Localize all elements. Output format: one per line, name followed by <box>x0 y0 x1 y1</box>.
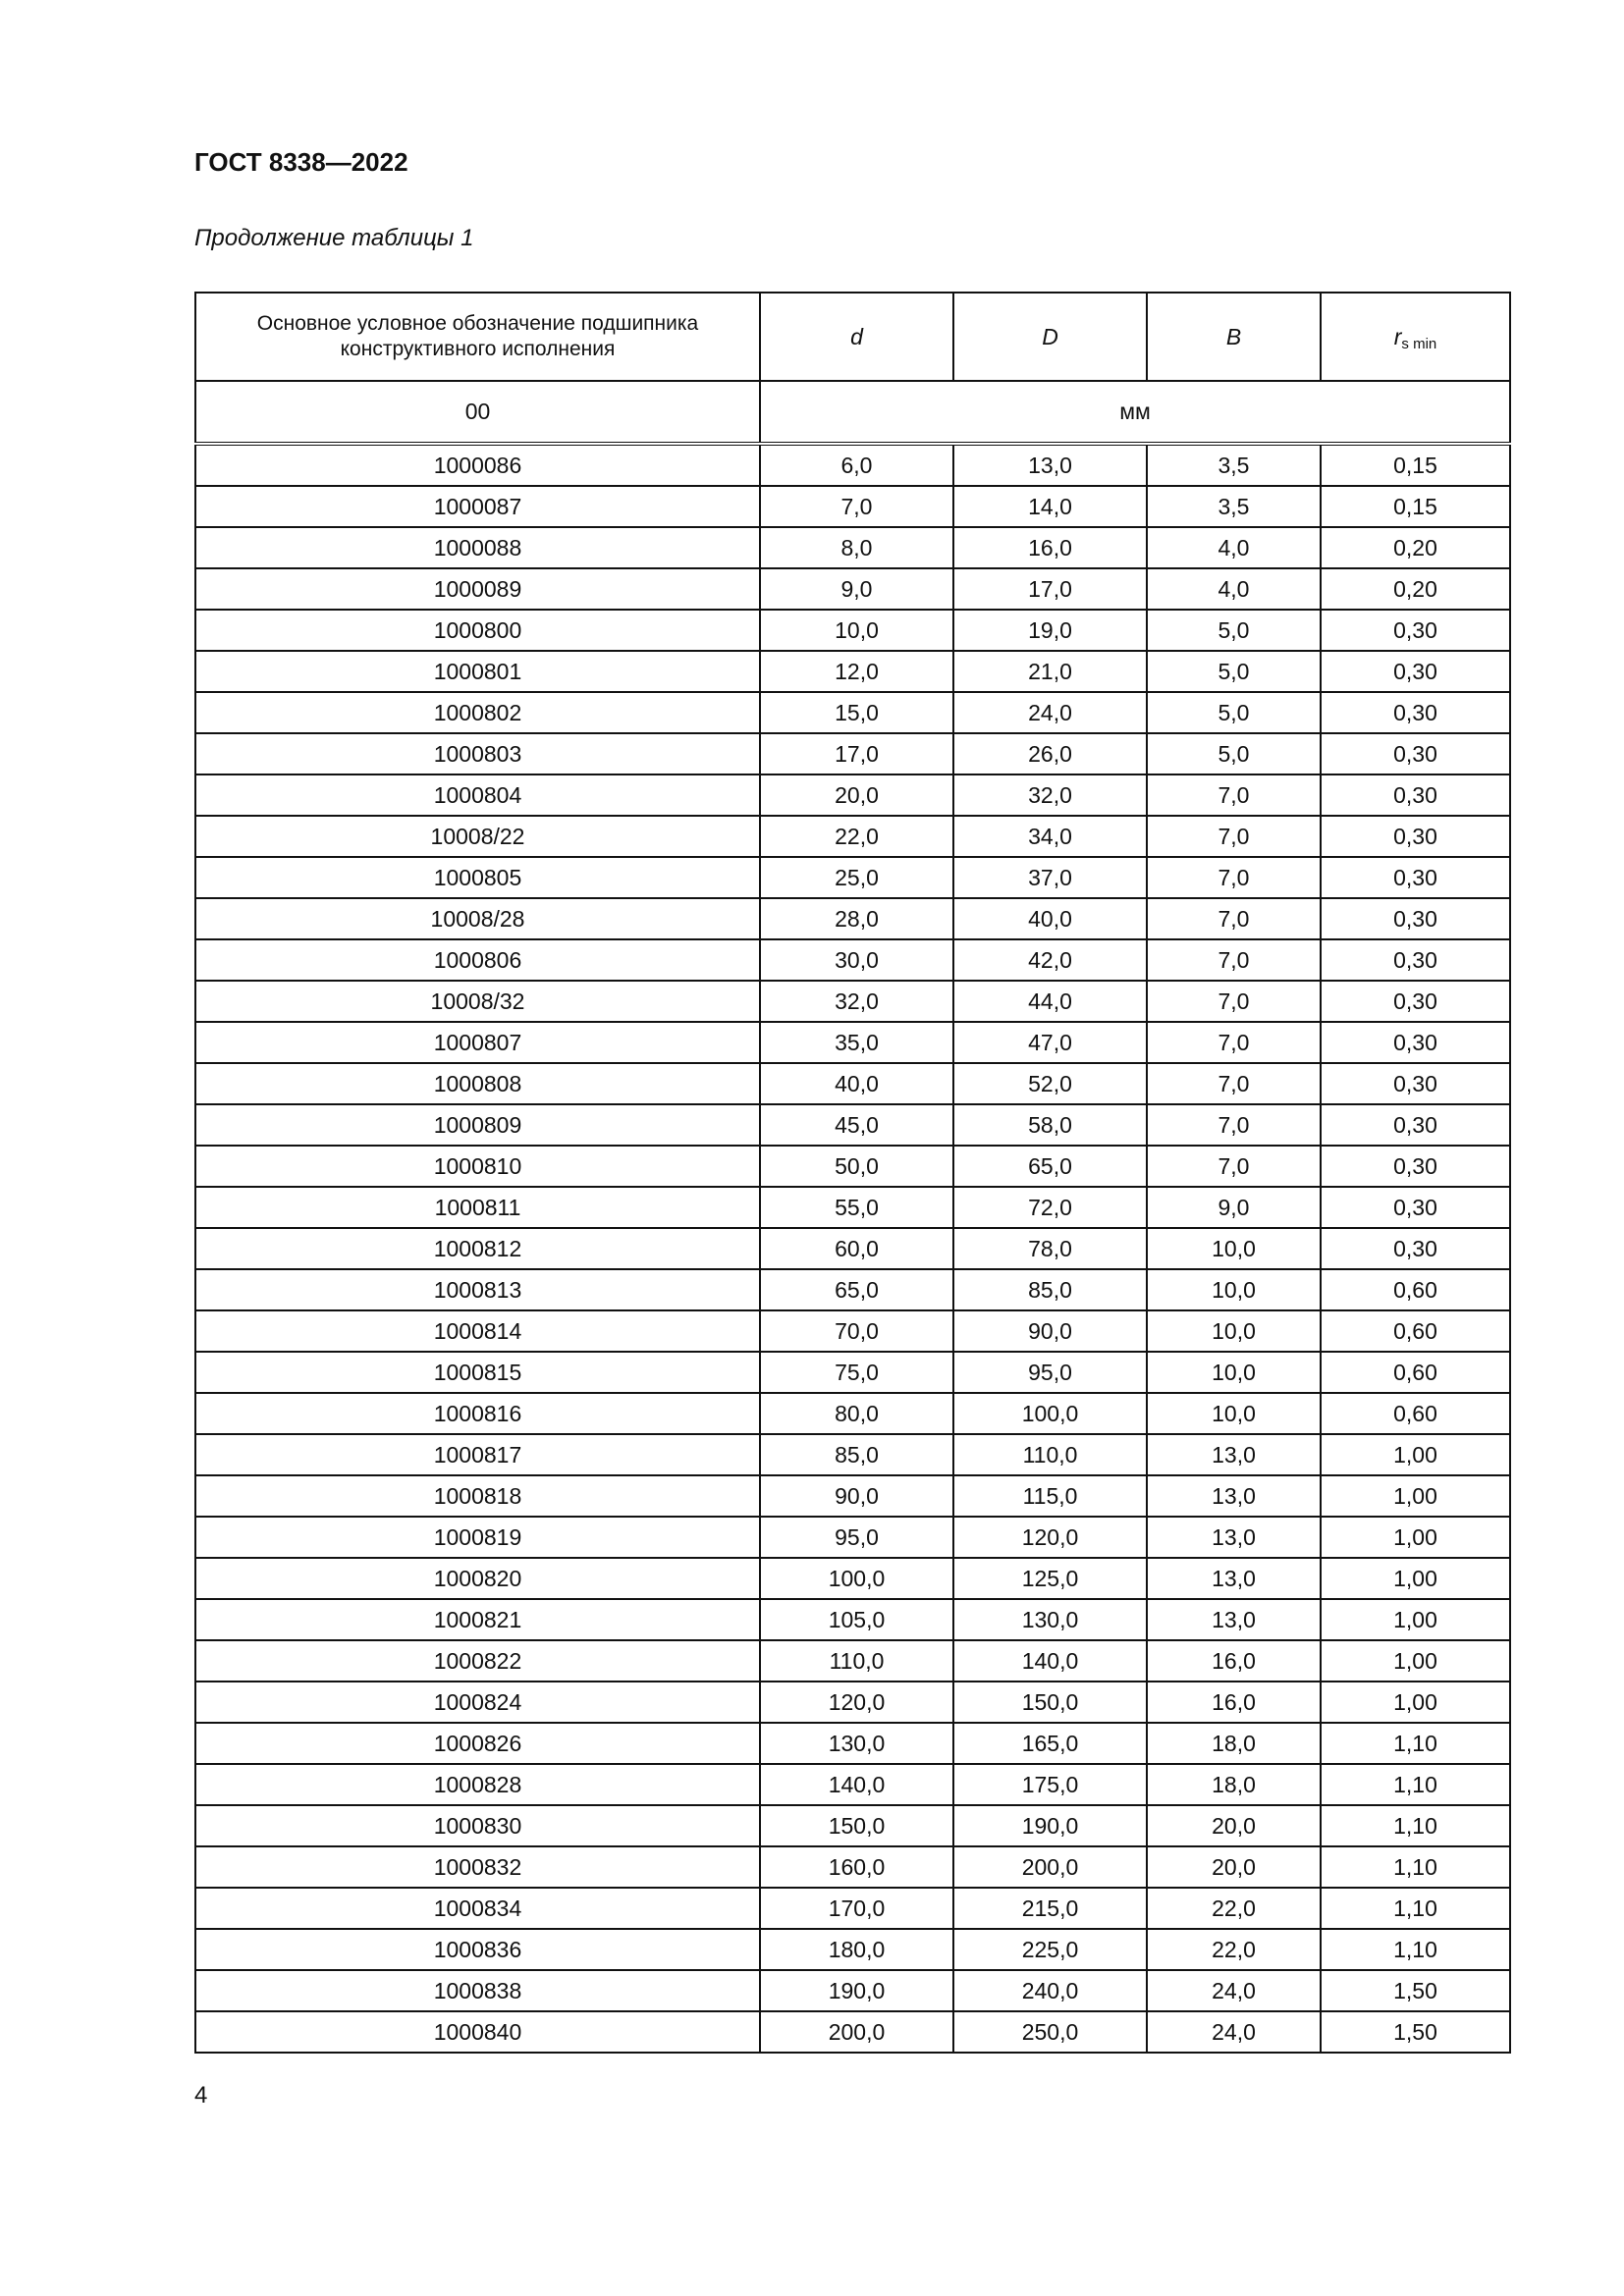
chamfer-r-cell: 1,00 <box>1321 1558 1510 1599</box>
bore-d-cell: 28,0 <box>760 898 953 939</box>
designation-cell: 1000821 <box>195 1599 760 1640</box>
chamfer-r-cell: 0,30 <box>1321 774 1510 816</box>
table-row <box>195 733 1510 774</box>
designation-cell: 1000807 <box>195 1022 760 1063</box>
designation-cell: 1000836 <box>195 1929 760 1970</box>
chamfer-r-cell: 0,15 <box>1321 486 1510 527</box>
table-row <box>195 1517 1510 1558</box>
outer-d-cell: 16,0 <box>953 527 1147 568</box>
width-b-cell: 13,0 <box>1147 1599 1321 1640</box>
outer-d-cell: 21,0 <box>953 651 1147 692</box>
chamfer-r-cell: 1,50 <box>1321 1970 1510 2011</box>
width-b-cell: 7,0 <box>1147 981 1321 1022</box>
outer-d-cell: 52,0 <box>953 1063 1147 1104</box>
bore-d-cell: 10,0 <box>760 610 953 651</box>
width-b-cell: 13,0 <box>1147 1558 1321 1599</box>
table-row <box>195 1599 1510 1640</box>
bore-d-cell: 75,0 <box>760 1352 953 1393</box>
chamfer-r-cell: 0,30 <box>1321 1146 1510 1187</box>
bore-d-cell: 110,0 <box>760 1640 953 1682</box>
designation-cell: 1000089 <box>195 568 760 610</box>
column-header-r-subscript: s min <box>1401 335 1437 352</box>
width-b-cell: 4,0 <box>1147 527 1321 568</box>
width-b-cell: 13,0 <box>1147 1475 1321 1517</box>
chamfer-r-cell: 1,00 <box>1321 1640 1510 1682</box>
table-row <box>195 651 1510 692</box>
width-b-cell: 10,0 <box>1147 1352 1321 1393</box>
bore-d-cell: 20,0 <box>760 774 953 816</box>
designation-cell: 1000802 <box>195 692 760 733</box>
table-row <box>195 981 1510 1022</box>
chamfer-r-cell: 0,30 <box>1321 1228 1510 1269</box>
width-b-cell: 7,0 <box>1147 1104 1321 1146</box>
outer-d-cell: 32,0 <box>953 774 1147 816</box>
chamfer-r-cell: 0,30 <box>1321 733 1510 774</box>
designation-cell: 1000087 <box>195 486 760 527</box>
outer-d-cell: 190,0 <box>953 1805 1147 1846</box>
width-b-cell: 13,0 <box>1147 1517 1321 1558</box>
bore-d-cell: 120,0 <box>760 1682 953 1723</box>
chamfer-r-cell: 0,60 <box>1321 1269 1510 1310</box>
bore-d-cell: 22,0 <box>760 816 953 857</box>
outer-d-cell: 37,0 <box>953 857 1147 898</box>
width-b-cell: 7,0 <box>1147 1146 1321 1187</box>
chamfer-r-cell: 0,30 <box>1321 939 1510 981</box>
column-header-b-symbol: B <box>1225 323 1242 349</box>
bore-d-cell: 80,0 <box>760 1393 953 1434</box>
width-b-cell: 9,0 <box>1147 1187 1321 1228</box>
table-row <box>195 1146 1510 1187</box>
bore-d-cell: 180,0 <box>760 1929 953 1970</box>
width-b-cell: 10,0 <box>1147 1310 1321 1352</box>
bore-d-cell: 70,0 <box>760 1310 953 1352</box>
width-b-cell: 7,0 <box>1147 1022 1321 1063</box>
bore-d-cell: 17,0 <box>760 733 953 774</box>
designation-cell: 1000804 <box>195 774 760 816</box>
table-header-row <box>195 293 1510 381</box>
unit-cell: мм <box>760 381 1510 444</box>
table-row <box>195 692 1510 733</box>
chamfer-r-cell: 0,30 <box>1321 692 1510 733</box>
chamfer-r-cell: 1,00 <box>1321 1434 1510 1475</box>
bore-d-cell: 90,0 <box>760 1475 953 1517</box>
designation-cell: 1000832 <box>195 1846 760 1888</box>
bore-d-cell: 25,0 <box>760 857 953 898</box>
designation-cell: 1000806 <box>195 939 760 981</box>
chamfer-r-cell: 0,60 <box>1321 1352 1510 1393</box>
table-row <box>195 527 1510 568</box>
designation-cell: 1000811 <box>195 1187 760 1228</box>
table-row <box>195 1888 1510 1929</box>
width-b-cell: 7,0 <box>1147 1063 1321 1104</box>
column-header-designation: Основное условное обозначение подшипника конструктивного исполнения <box>195 293 760 381</box>
width-b-cell: 7,0 <box>1147 816 1321 857</box>
width-b-cell: 22,0 <box>1147 1888 1321 1929</box>
table-row <box>195 857 1510 898</box>
width-b-cell: 10,0 <box>1147 1393 1321 1434</box>
table-row <box>195 1640 1510 1682</box>
designation-cell: 1000824 <box>195 1682 760 1723</box>
chamfer-r-cell: 1,00 <box>1321 1682 1510 1723</box>
width-b-cell: 4,0 <box>1147 568 1321 610</box>
chamfer-r-cell: 0,30 <box>1321 1063 1510 1104</box>
table-row <box>195 2011 1510 2053</box>
bore-d-cell: 150,0 <box>760 1805 953 1846</box>
table-row <box>195 1310 1510 1352</box>
bore-d-cell: 50,0 <box>760 1146 953 1187</box>
outer-d-cell: 78,0 <box>953 1228 1147 1269</box>
outer-d-cell: 90,0 <box>953 1310 1147 1352</box>
outer-d-cell: 47,0 <box>953 1022 1147 1063</box>
chamfer-r-cell: 0,30 <box>1321 610 1510 651</box>
width-b-cell: 7,0 <box>1147 857 1321 898</box>
width-b-cell: 20,0 <box>1147 1846 1321 1888</box>
table-row <box>195 774 1510 816</box>
chamfer-r-cell: 0,30 <box>1321 1187 1510 1228</box>
designation-cell: 1000813 <box>195 1269 760 1310</box>
table-row <box>195 1434 1510 1475</box>
chamfer-r-cell: 1,10 <box>1321 1888 1510 1929</box>
chamfer-r-cell: 0,60 <box>1321 1393 1510 1434</box>
table-row <box>195 1929 1510 1970</box>
chamfer-r-cell: 0,30 <box>1321 651 1510 692</box>
bore-d-cell: 55,0 <box>760 1187 953 1228</box>
chamfer-r-cell: 0,30 <box>1321 981 1510 1022</box>
designation-cell: 1000822 <box>195 1640 760 1682</box>
outer-d-cell: 24,0 <box>953 692 1147 733</box>
outer-d-cell: 200,0 <box>953 1846 1147 1888</box>
bore-d-cell: 190,0 <box>760 1970 953 2011</box>
table-row <box>195 1475 1510 1517</box>
bore-d-cell: 140,0 <box>760 1764 953 1805</box>
designation-cell: 1000828 <box>195 1764 760 1805</box>
outer-d-cell: 120,0 <box>953 1517 1147 1558</box>
outer-d-cell: 44,0 <box>953 981 1147 1022</box>
bore-d-cell: 95,0 <box>760 1517 953 1558</box>
outer-d-cell: 26,0 <box>953 733 1147 774</box>
table-row <box>195 1352 1510 1393</box>
table-row <box>195 568 1510 610</box>
bore-d-cell: 105,0 <box>760 1599 953 1640</box>
bore-d-cell: 60,0 <box>760 1228 953 1269</box>
table-body <box>195 444 1510 2053</box>
outer-d-cell: 175,0 <box>953 1764 1147 1805</box>
outer-d-cell: 19,0 <box>953 610 1147 651</box>
designation-cell: 10008/22 <box>195 816 760 857</box>
designation-cell: 1000830 <box>195 1805 760 1846</box>
designation-cell: 1000834 <box>195 1888 760 1929</box>
designation-cell: 1000814 <box>195 1310 760 1352</box>
table-row <box>195 486 1510 527</box>
chamfer-r-cell: 1,00 <box>1321 1475 1510 1517</box>
table-row <box>195 610 1510 651</box>
bore-d-cell: 40,0 <box>760 1063 953 1104</box>
chamfer-r-cell: 1,10 <box>1321 1764 1510 1805</box>
bore-d-cell: 85,0 <box>760 1434 953 1475</box>
bore-d-cell: 8,0 <box>760 527 953 568</box>
designation-cell: 1000816 <box>195 1393 760 1434</box>
designation-cell: 1000801 <box>195 651 760 692</box>
width-b-cell: 20,0 <box>1147 1805 1321 1846</box>
table-subheader-row <box>195 381 1510 444</box>
outer-d-cell: 14,0 <box>953 486 1147 527</box>
column-header-outer-d <box>953 293 1147 381</box>
designation-cell: 1000820 <box>195 1558 760 1599</box>
chamfer-r-cell: 0,30 <box>1321 898 1510 939</box>
bore-d-cell: 35,0 <box>760 1022 953 1063</box>
width-b-cell: 18,0 <box>1147 1764 1321 1805</box>
width-b-cell: 5,0 <box>1147 733 1321 774</box>
designation-cell: 1000803 <box>195 733 760 774</box>
designation-cell: 1000812 <box>195 1228 760 1269</box>
bore-d-cell: 130,0 <box>760 1723 953 1764</box>
chamfer-r-cell: 1,00 <box>1321 1599 1510 1640</box>
bore-d-cell: 45,0 <box>760 1104 953 1146</box>
table-row <box>195 939 1510 981</box>
chamfer-r-cell: 0,30 <box>1321 1104 1510 1146</box>
column-header-outer-d-symbol: D <box>1042 323 1058 349</box>
width-b-cell: 18,0 <box>1147 1723 1321 1764</box>
width-b-cell: 5,0 <box>1147 610 1321 651</box>
bearing-dimensions-table <box>194 292 1511 2054</box>
designation-cell: 1000840 <box>195 2011 760 2053</box>
table-row <box>195 1228 1510 1269</box>
table-row <box>195 898 1510 939</box>
table-row <box>195 1805 1510 1846</box>
chamfer-r-cell: 1,10 <box>1321 1723 1510 1764</box>
bore-d-cell: 6,0 <box>760 444 953 486</box>
width-b-cell: 3,5 <box>1147 486 1321 527</box>
outer-d-cell: 34,0 <box>953 816 1147 857</box>
width-b-cell: 16,0 <box>1147 1682 1321 1723</box>
column-header-r-symbol: r <box>1393 323 1402 349</box>
design-code-cell: 00 <box>195 381 760 444</box>
outer-d-cell: 100,0 <box>953 1393 1147 1434</box>
bore-d-cell: 160,0 <box>760 1846 953 1888</box>
chamfer-r-cell: 1,10 <box>1321 1846 1510 1888</box>
outer-d-cell: 125,0 <box>953 1558 1147 1599</box>
designation-cell: 1000815 <box>195 1352 760 1393</box>
table-row <box>195 1846 1510 1888</box>
designation-cell: 1000805 <box>195 857 760 898</box>
outer-d-cell: 140,0 <box>953 1640 1147 1682</box>
bore-d-cell: 65,0 <box>760 1269 953 1310</box>
bore-d-cell: 170,0 <box>760 1888 953 1929</box>
table-row <box>195 816 1510 857</box>
bore-d-cell: 9,0 <box>760 568 953 610</box>
chamfer-r-cell: 0,60 <box>1321 1310 1510 1352</box>
chamfer-r-cell: 1,10 <box>1321 1929 1510 1970</box>
outer-d-cell: 130,0 <box>953 1599 1147 1640</box>
table-row <box>195 1558 1510 1599</box>
column-header-d-symbol: d <box>850 323 863 349</box>
chamfer-r-cell: 1,00 <box>1321 1517 1510 1558</box>
bore-d-cell: 7,0 <box>760 486 953 527</box>
document-standard-title: ГОСТ 8338—2022 <box>194 147 408 177</box>
outer-d-cell: 40,0 <box>953 898 1147 939</box>
outer-d-cell: 250,0 <box>953 2011 1147 2053</box>
outer-d-cell: 13,0 <box>953 444 1147 486</box>
chamfer-r-cell: 1,50 <box>1321 2011 1510 2053</box>
designation-cell: 1000826 <box>195 1723 760 1764</box>
designation-cell: 1000808 <box>195 1063 760 1104</box>
designation-cell: 1000086 <box>195 444 760 486</box>
outer-d-cell: 95,0 <box>953 1352 1147 1393</box>
table-row <box>195 1970 1510 2011</box>
width-b-cell: 16,0 <box>1147 1640 1321 1682</box>
chamfer-r-cell: 0,30 <box>1321 857 1510 898</box>
outer-d-cell: 17,0 <box>953 568 1147 610</box>
bore-d-cell: 100,0 <box>760 1558 953 1599</box>
table-row <box>195 1764 1510 1805</box>
table-row <box>195 1723 1510 1764</box>
designation-cell: 1000817 <box>195 1434 760 1475</box>
width-b-cell: 7,0 <box>1147 939 1321 981</box>
width-b-cell: 7,0 <box>1147 774 1321 816</box>
bore-d-cell: 200,0 <box>760 2011 953 2053</box>
outer-d-cell: 165,0 <box>953 1723 1147 1764</box>
table-row <box>195 1104 1510 1146</box>
bore-d-cell: 30,0 <box>760 939 953 981</box>
table-row <box>195 1682 1510 1723</box>
chamfer-r-cell: 0,30 <box>1321 816 1510 857</box>
outer-d-cell: 65,0 <box>953 1146 1147 1187</box>
chamfer-r-cell: 0,15 <box>1321 444 1510 486</box>
designation-cell: 10008/28 <box>195 898 760 939</box>
column-header-b <box>1147 293 1321 381</box>
table-row <box>195 1063 1510 1104</box>
outer-d-cell: 72,0 <box>953 1187 1147 1228</box>
table-row <box>195 444 1510 486</box>
bore-d-cell: 12,0 <box>760 651 953 692</box>
table-row <box>195 1022 1510 1063</box>
table-row <box>195 1269 1510 1310</box>
width-b-cell: 5,0 <box>1147 692 1321 733</box>
designation-cell: 1000818 <box>195 1475 760 1517</box>
table-row <box>195 1393 1510 1434</box>
bore-d-cell: 32,0 <box>760 981 953 1022</box>
designation-cell: 1000810 <box>195 1146 760 1187</box>
column-header-d <box>760 293 953 381</box>
width-b-cell: 5,0 <box>1147 651 1321 692</box>
chamfer-r-cell: 1,10 <box>1321 1805 1510 1846</box>
width-b-cell: 7,0 <box>1147 898 1321 939</box>
page-number: 4 <box>194 2082 208 2109</box>
outer-d-cell: 58,0 <box>953 1104 1147 1146</box>
width-b-cell: 24,0 <box>1147 1970 1321 2011</box>
chamfer-r-cell: 0,30 <box>1321 1022 1510 1063</box>
chamfer-r-cell: 0,20 <box>1321 568 1510 610</box>
width-b-cell: 13,0 <box>1147 1434 1321 1475</box>
outer-d-cell: 225,0 <box>953 1929 1147 1970</box>
outer-d-cell: 215,0 <box>953 1888 1147 1929</box>
designation-cell: 1000809 <box>195 1104 760 1146</box>
outer-d-cell: 240,0 <box>953 1970 1147 2011</box>
designation-cell: 10008/32 <box>195 981 760 1022</box>
outer-d-cell: 150,0 <box>953 1682 1147 1723</box>
table-row <box>195 1187 1510 1228</box>
table-continuation-caption: Продолжение таблицы 1 <box>194 225 474 251</box>
outer-d-cell: 110,0 <box>953 1434 1147 1475</box>
width-b-cell: 10,0 <box>1147 1269 1321 1310</box>
designation-cell: 1000088 <box>195 527 760 568</box>
outer-d-cell: 42,0 <box>953 939 1147 981</box>
chamfer-r-cell: 0,20 <box>1321 527 1510 568</box>
designation-cell: 1000838 <box>195 1970 760 2011</box>
outer-d-cell: 85,0 <box>953 1269 1147 1310</box>
width-b-cell: 24,0 <box>1147 2011 1321 2053</box>
outer-d-cell: 115,0 <box>953 1475 1147 1517</box>
bore-d-cell: 15,0 <box>760 692 953 733</box>
designation-cell: 1000819 <box>195 1517 760 1558</box>
designation-cell: 1000800 <box>195 610 760 651</box>
width-b-cell: 22,0 <box>1147 1929 1321 1970</box>
width-b-cell: 3,5 <box>1147 444 1321 486</box>
width-b-cell: 10,0 <box>1147 1228 1321 1269</box>
column-header-r-min <box>1321 293 1510 381</box>
